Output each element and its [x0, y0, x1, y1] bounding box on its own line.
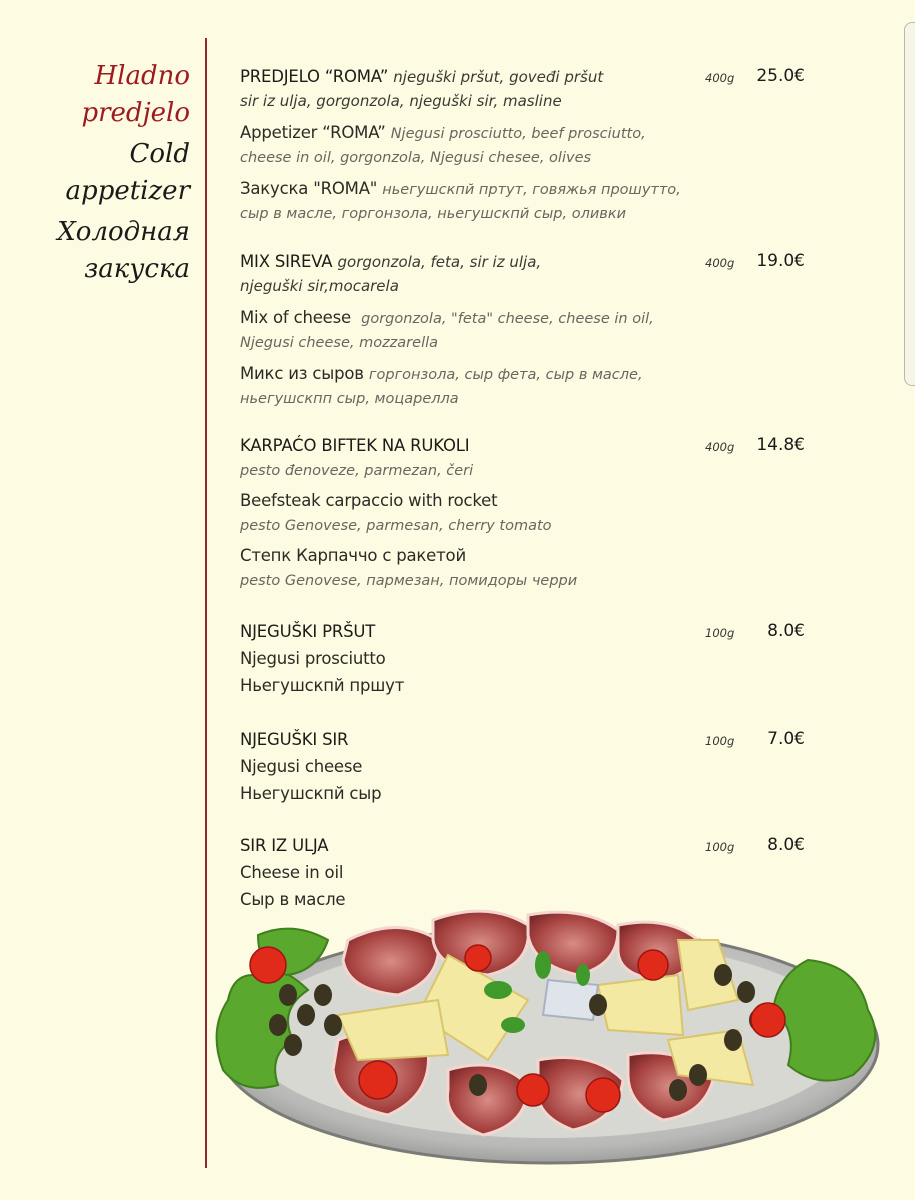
item-weight: 100g — [705, 626, 735, 640]
menu-item-njeguski-prsut — [240, 618, 805, 699]
appetizer-platter-image — [198, 880, 898, 1180]
item-weight: 400g — [705, 440, 735, 454]
item-description-hr: pesto đenoveze, parmezan, čeri — [240, 463, 474, 479]
item-name-en: Appetizer “ROMA” — [240, 123, 386, 142]
item-description-ru: ньегушскпй пртут, говяжья прошутто, — [382, 182, 681, 198]
item-name: PREDJELO “ROMA” — [240, 67, 389, 86]
item-name: NJEGUŠKI SIR — [240, 730, 349, 749]
item-description-hr-cont: sir iz ulja, gorgonzola, njeguški sir, masline — [240, 92, 562, 110]
menu-item-karpaco-biftek — [240, 433, 805, 591]
item-name-en: Cheese in oil — [240, 863, 344, 882]
item-name-en: Njegusi cheese — [240, 757, 363, 776]
item-description-ru: горгонзола, сыр фета, сыр в масле, — [368, 367, 643, 383]
category-title-ru-line1: Холодная — [57, 217, 190, 247]
category-heading — [0, 58, 190, 288]
item-description-hr: njeguški pršut, goveđi pršut — [393, 68, 604, 86]
item-price: 8.0€ — [767, 835, 805, 855]
item-name: MIX SIREVA — [240, 252, 333, 271]
item-price: 14.8€ — [756, 435, 805, 455]
item-description-ru: pesto Genovese, пармезан, помидоры черри — [240, 573, 578, 589]
item-price: 7.0€ — [767, 729, 805, 749]
item-name-ru: Сыр в масле — [240, 890, 346, 909]
item-weight: 400g — [705, 256, 735, 270]
item-name-ru: Ньегушскпй сыр — [240, 784, 382, 803]
item-price: 19.0€ — [756, 251, 805, 271]
item-description-ru-cont: сыр в масле, горгонзола, ньегушскпй сыр, оливки — [240, 206, 626, 222]
category-title-hr-line2: predjelo — [81, 98, 190, 128]
item-name: SIR IZ ULJA — [240, 836, 329, 855]
menu-item-njeguski-sir — [240, 726, 805, 807]
item-name-ru: Степк Карпаччо с ракетой — [240, 546, 466, 565]
item-weight: 400g — [705, 71, 735, 85]
item-name-ru: Закуска "ROMA" — [240, 179, 378, 198]
item-description-en-cont: Njegusi cheese, mozzarella — [240, 335, 439, 351]
item-name: KARPAĆO BIFTEK NA RUKOLI — [240, 436, 470, 455]
item-name-en: Beefsteak carpaccio with rocket — [240, 491, 498, 510]
item-description-en: gorgonzola, "feta" cheese, cheese in oil, — [361, 311, 654, 327]
item-price: 25.0€ — [756, 66, 805, 86]
item-description-ru-cont: ньегушскпп сыр, моцарелла — [240, 391, 459, 407]
scrollbar[interactable] — [904, 22, 915, 386]
menu-item-predjelo-roma — [240, 64, 805, 224]
category-title-en: Cold appetizer — [65, 139, 190, 206]
item-name-ru: Ньегушскпй пршут — [240, 676, 405, 695]
item-description-hr-cont: njeguški sir,mocarela — [240, 277, 399, 295]
item-name: NJEGUŠKI PRŠUT — [240, 622, 376, 641]
category-title-ru-line2: закуска — [84, 254, 190, 284]
item-name-ru: Микс из сыров — [240, 364, 364, 383]
item-description-en-cont: cheese in oil, gorgonzola, Njegusi chesee, olives — [240, 150, 592, 166]
item-name-en: Njegusi prosciutto — [240, 649, 386, 668]
item-weight: 100g — [705, 734, 735, 748]
menu-item-mix-sireva — [240, 249, 805, 409]
item-description-en: pesto Genovese, parmesan, cherry tomato — [240, 518, 552, 534]
item-weight: 100g — [705, 840, 735, 854]
item-description-en: Njegusi prosciutto, beef prosciutto, — [390, 126, 646, 142]
category-title-hr-line1: Hladno — [94, 61, 190, 91]
item-price: 8.0€ — [767, 621, 805, 641]
item-description-hr: gorgonzola, feta, sir iz ulja, — [337, 253, 542, 271]
item-name-en: Mix of cheese — [240, 308, 351, 327]
